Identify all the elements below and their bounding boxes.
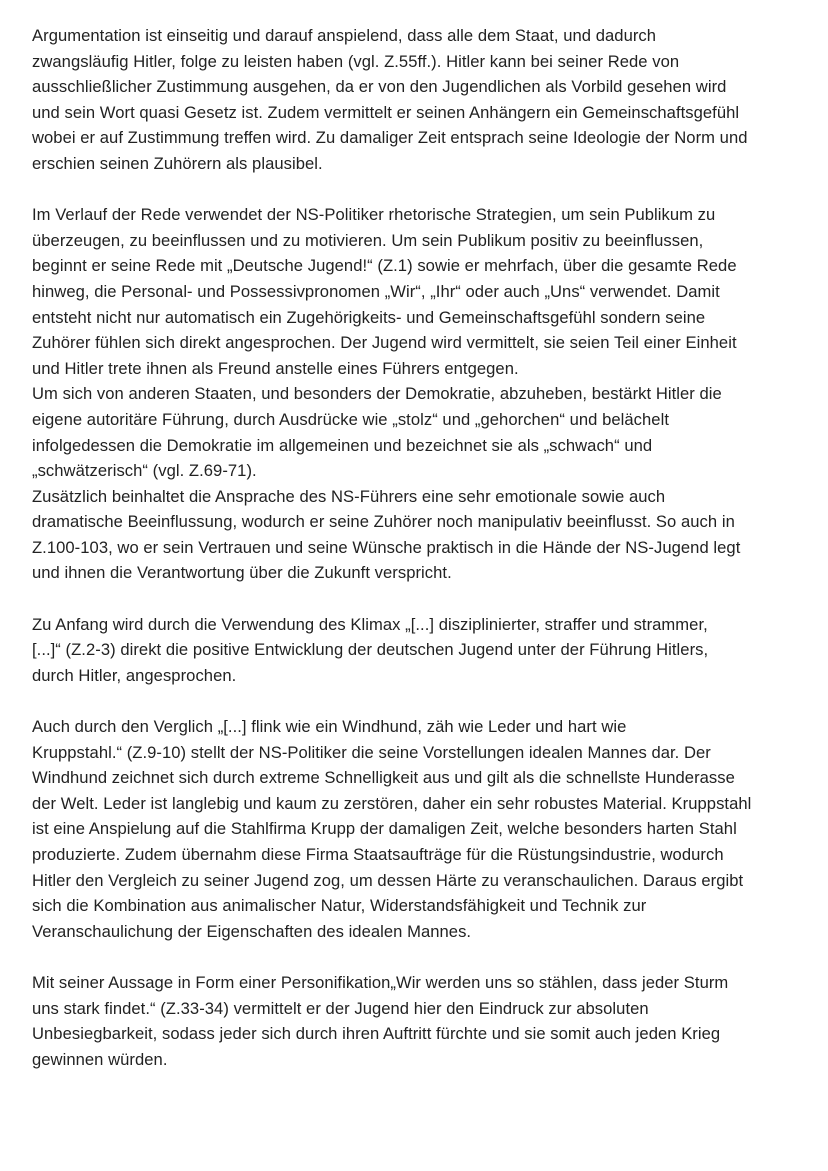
text-line: Mit seiner Aussage in Form einer Personifikation„Wir werden uns so stählen, dass jeder Sturm [32,972,729,992]
text-line: Zuhörer fühlen sich direkt angesprochen. Der Jugend wird vermittelt, sie seien Teil einer Einheit [32,333,737,353]
text-line: wobei er auf Zustimmung treffen wird. Zu damaliger Zeit entsprach seine Ideologie der Norm und [32,128,748,148]
text-line: Kruppstahl.“ (Z.9-10) stellt der NS-Politiker die seine Vorstellungen idealen Mannes dar. Der [32,742,711,762]
text-line: produzierte. Zudem übernahm diese Firma Staatsaufträge für die Rüstungsindustrie, wodurch [32,845,724,864]
paragraph-3 [32,612,804,689]
text-line: Auch durch den Verglich „[...] flink wie ein Windhund, zäh wie Leder und hart wie [32,717,627,737]
text-line: der Welt. Leder ist langlebig und kaum zu zerstören, daher ein sehr robustes Material. Kruppstahl [32,793,752,813]
text-line: „schwätzerisch“ (vgl. Z.69-71). [32,461,257,481]
text-line: entsteht nicht nur automatisch ein Zugehörigkeits- und Gemeinschaftsgefühl sondern seine [32,307,706,327]
text-line: Veranschaulichung der Eigenschaften des idealen Mannes. [32,921,472,941]
text-line: Im Verlauf der Rede verwendet der NS-Politiker rhetorische Strategien, um sein Publikum zu [32,205,716,225]
text-line: beginnt er seine Rede mit „Deutsche Jugend!“ (Z.1) sowie er mehrfach, über die gesamte Rede [32,256,737,276]
text-line: Hitler den Vergleich zu seiner Jugend zog, um dessen Härte zu veranschaulichen. Daraus ergibt [32,870,744,890]
text-line: Zu Anfang wird durch die Verwendung des Klimax „[...] disziplinierter, straffer und strammer, [32,614,708,634]
text-line: Unbesiegbarkeit, sodass jeder sich durch ihren Auftritt fürchte und sie somit auch jeden Krieg [32,1024,721,1044]
text-line: Um sich von anderen Staaten, und besonders der Demokratie, abzuheben, bestärkt Hitler die [32,384,722,404]
paragraph-gap [32,944,804,970]
text-line: [...]“ (Z.2-3) direkt die positive Entwicklung der deutschen Jugend unter der Führung Hitlers, [32,640,709,660]
paragraph-gap [32,586,804,612]
text-line: eigene autoritäre Führung, durch Ausdrücke wie „stolz“ und „gehorchen“ und belächelt [32,409,669,429]
text-line: gewinnen würden. [32,1049,168,1069]
text-line: und sein Wort quasi Gesetz ist. Zudem vermittelt er seinen Anhängern ein Gemeinschaftsgefühl [32,102,740,122]
text-line: Z.100-103, wo er sein Vertrauen und seine Wünsche praktisch in die Hände der NS-Jugend legt [32,537,741,557]
paragraph-gap [32,177,804,203]
text-line: ist eine Anspielung auf die Stahlfirma Krupp der damaligen Zeit, welche besonders harten Stahl [32,819,737,839]
text-line: überzeugen, zu beeinflussen und zu motivieren. Um sein Publikum positiv zu beeinflussen, [32,230,704,250]
text-line: Windhund zeichnet sich durch extreme Schnelligkeit aus und gilt als die schnellste Hunderasse [32,768,735,788]
paragraph-2 [32,202,804,586]
text-line: ausschließlicher Zustimmung ausgehen, da er von den Jugendlichen als Vorbild gesehen wird [32,77,727,97]
text-line: sich die Kombination aus animalischer Natur, Widerstandsfähigkeit und Technik zur [32,896,647,916]
paragraph-4 [32,714,804,944]
text-line: und Hitler trete ihnen als Freund anstelle eines Führers entgegen. [32,358,519,378]
text-line: hinweg, die Personal- und Possessivpronomen „Wir“, „Ihr“ oder auch „Uns“ verwendet. Damit [32,281,720,301]
paragraph-1 [32,23,804,177]
text-line: erschien seinen Zuhörern als plausibel. [32,153,323,173]
text-line: durch Hitler, angesprochen. [32,665,237,685]
text-line: Argumentation ist einseitig und darauf anspielend, dass alle dem Staat, und dadurch [32,26,657,45]
text-line: uns stark findet.“ (Z.33-34) vermittelt er der Jugend hier den Eindruck zur absoluten [32,998,649,1018]
paragraph-gap [32,688,804,714]
text-line: dramatische Beeinflussung, wodurch er seine Zuhörer noch manipulativ beeinflusst. So auch in [32,512,735,532]
text-line: und ihnen die Verantwortung über die Zukunft verspricht. [32,563,452,583]
text-line: Zusätzlich beinhaltet die Ansprache des NS-Führers eine sehr emotionale sowie auch [32,486,666,506]
text-line: zwangsläufig Hitler, folge zu leisten haben (vgl. Z.55ff.). Hitler kann bei seiner Rede von [32,51,680,71]
text-line: infolgedessen die Demokratie im allgemeinen und bezeichnet sie als „schwach“ und [32,435,653,455]
paragraph-5 [32,970,804,1072]
